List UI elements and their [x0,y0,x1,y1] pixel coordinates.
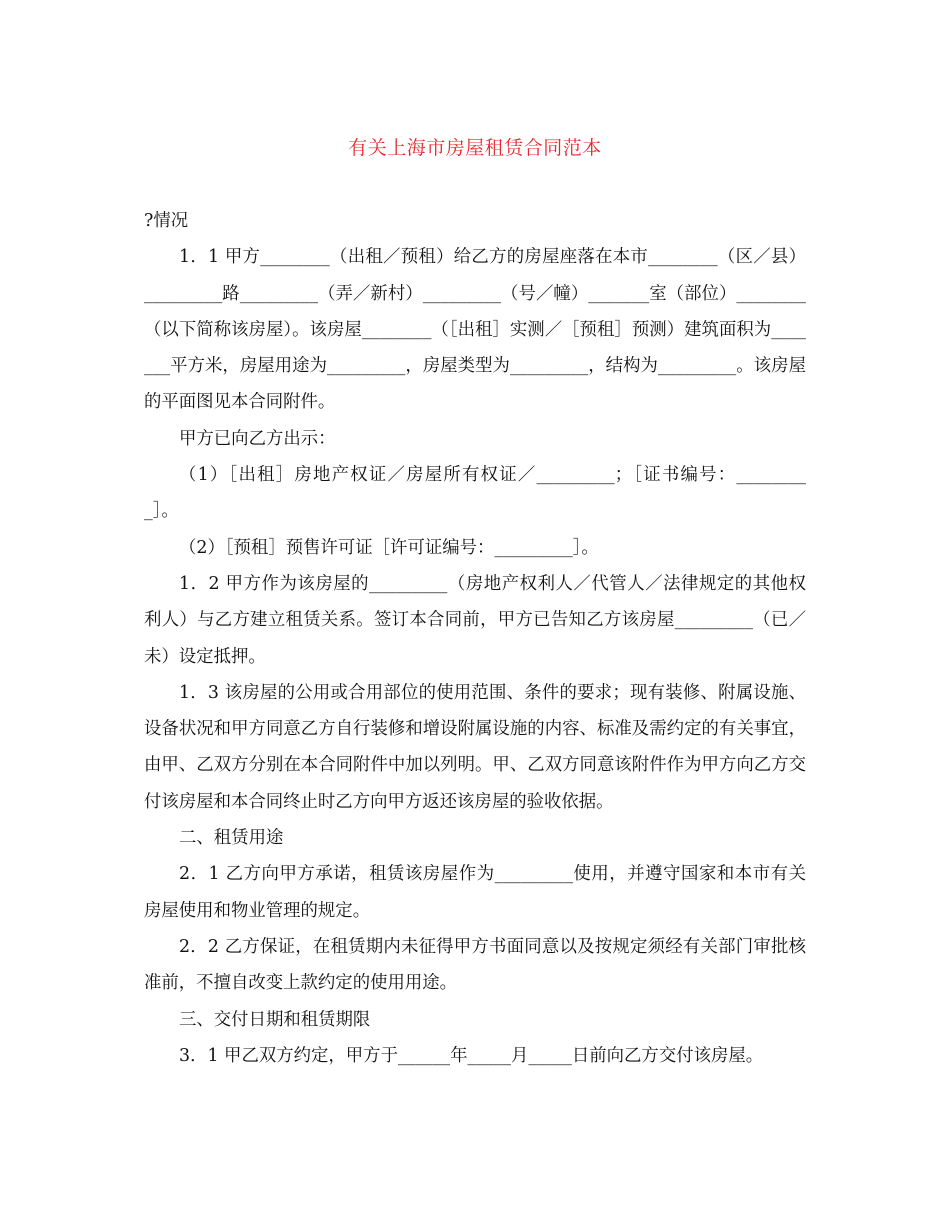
clause-shown-documents-intro: 甲方已向乙方出示： [179,428,336,449]
document-body [144,203,806,1074]
clause-1-1: 1．1 甲方________（出租／预租）给乙方的房屋座落在本市________（区／县）_________路_________（弄／新村）_________（号／幢）_______室（部位）________（以下简称该房屋）。该房屋________（［出租］实测／［预租］预测）建筑面积为_______平方米，房屋用途为_________，房屋类型为_________，结构为_________。该房屋的平面图见本合同附件。 [144,247,806,413]
clause-2-1: 2．1 乙方向甲方承诺，租赁该房屋作为_________使用，并遵守国家和本市有关房屋使用和物业管理的规定。 [144,864,806,921]
clause-1-2: 1．2 甲方作为该房屋的_________（房地产权利人／代管人／法律规定的其他权利人）与乙方建立租赁关系。签订本合同前，甲方已告知乙方该房屋_________（已／未）设定抵押。 [144,573,806,667]
section-heading-delivery-term: 三、交付日期和租赁期限 [179,1009,371,1030]
section-heading-situation: ?情况 [144,211,189,231]
clause-1-3: 1．3 该房屋的公用或合用部位的使用范围、条件的要求；现有装修、附属设施、设备状况和甲方同意乙方自行装修和增设附属设施的内容、标准及需约定的有关事宜，由甲、乙双方分别在本合同附件中加以列明。甲、乙双方同意该附件作为甲方向乙方交付该房屋和本合同终止时乙方向甲方返还该房屋的验收依据。 [144,682,806,812]
clause-shown-documents-2: （2）［预租］预售许可证［许可证编号：_________］。 [179,537,599,558]
section-heading-lease-use: 二、租赁用途 [179,828,284,849]
clause-shown-documents-1: （1）［出租］房地产权证／房屋所有权证／_________；［证书编号：_________］。 [144,465,806,522]
clause-2-2: 2．2 乙方保证，在租赁期内未征得甲方书面同意以及按规定须经有关部门审批核准前，不擅自改变上款约定的使用用途。 [144,936,806,994]
clause-3-1: 3．1 甲乙双方约定，甲方于______年_____月_____日前向乙方交付该房屋。 [179,1045,764,1066]
document-title: 有关上海市房屋租赁合同范本 [348,137,602,159]
